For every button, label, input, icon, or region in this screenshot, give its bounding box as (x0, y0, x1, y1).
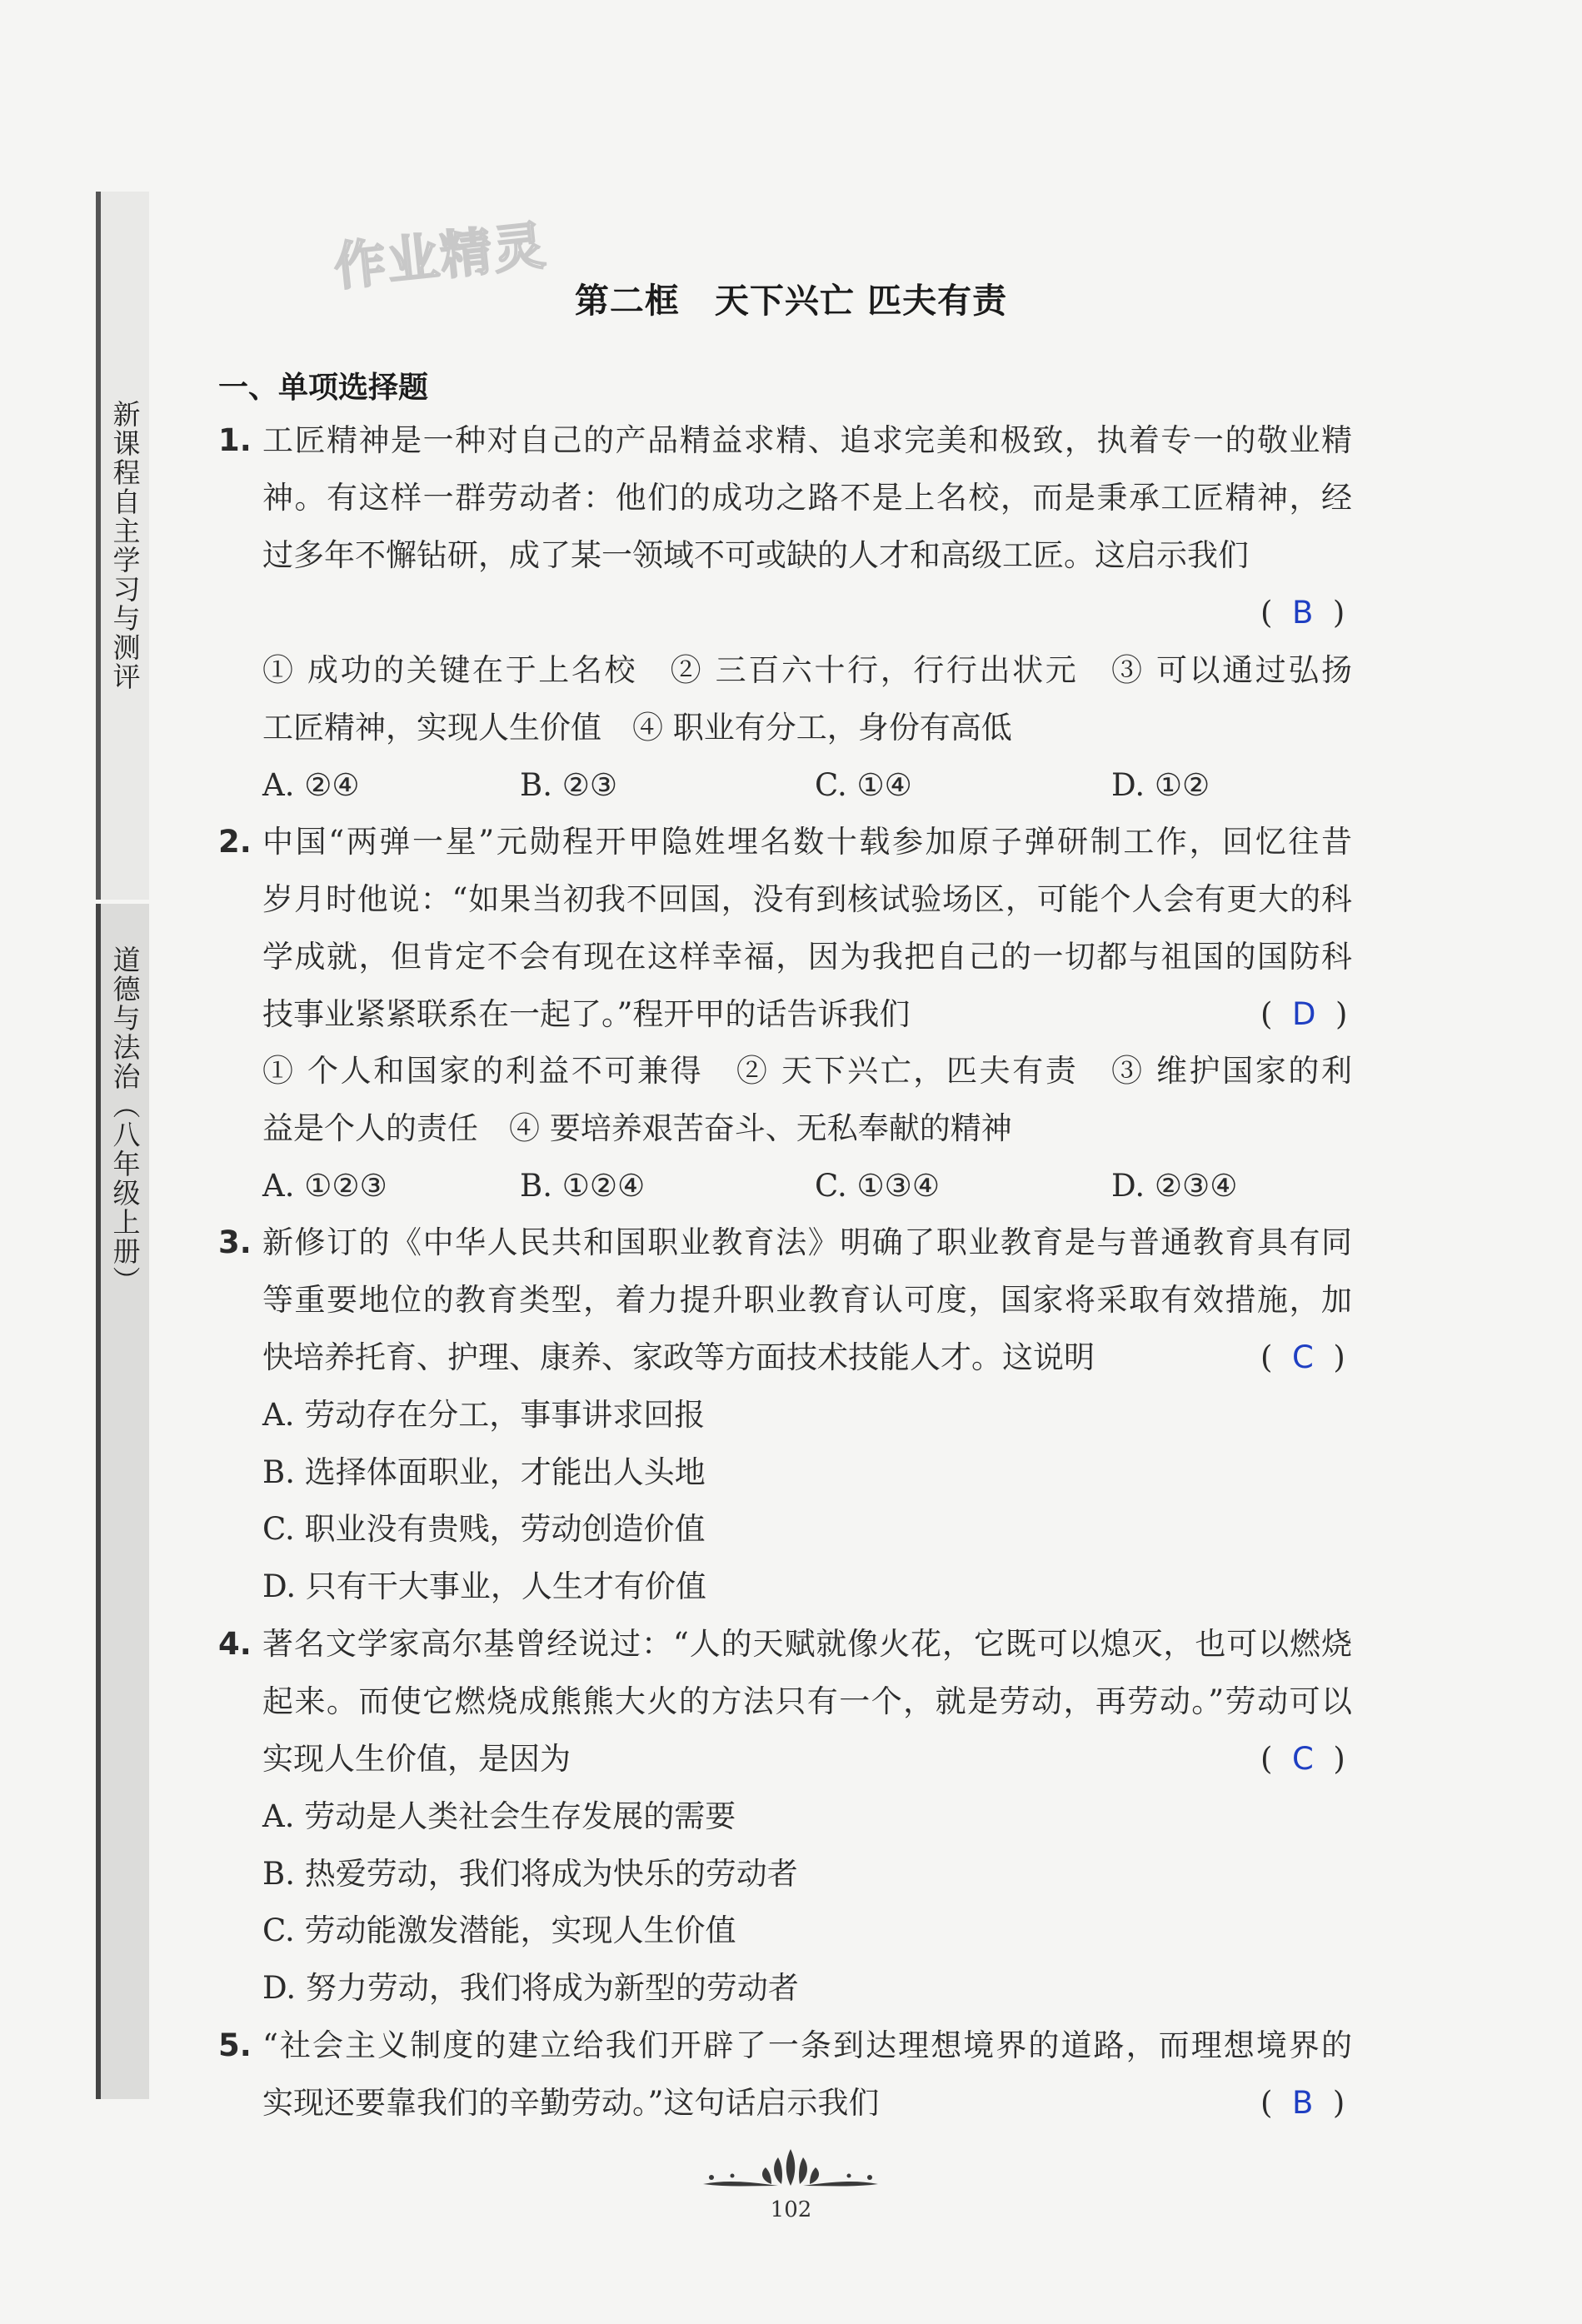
question-stem-line: 岁月时他说：“如果当初我不回国，没有到核试验场区，可能个人会有更大的科 (262, 881, 1352, 917)
statement-line: ① 成功的关键在于上名校 ② 三百六十行，行行出状元 ③ 可以通过弘扬 (262, 652, 1352, 688)
page-title: 第二框 天下兴亡 匹夫有责 (574, 281, 1008, 321)
watermark: 作业精灵 (331, 214, 550, 298)
question-stem-line: 著名文学家高尔基曾经说过：“人的天赋就像火花，它既可以熄灭，也可以燃烧 (262, 1626, 1352, 1662)
statement-line: 益是个人的责任 ④ 要培养艰苦奋斗、无私奉献的精神 (262, 1110, 1012, 1146)
option-c: C. 劳动能激发潜能，实现人生价值 (262, 1913, 736, 1948)
option-a: A. ②④ (262, 767, 360, 803)
question-number: 4. (218, 1626, 252, 1662)
question-stem-line: 神。有这样一群劳动者：他们的成功之路不是上名校，而是秉承工匠精神，经 (262, 480, 1352, 516)
question-number: 1. (218, 422, 252, 458)
option-b: B. 热爱劳动，我们将成为快乐的劳动者 (262, 1856, 798, 1892)
answer-bracket: ( C ) (1260, 1339, 1345, 1375)
sidebar-book-title-text: 新课程自主学习与测评 (108, 400, 142, 691)
option-b: B. ②③ (520, 767, 618, 803)
option-a: A. 劳动是人类社会生存发展的需要 (262, 1798, 736, 1834)
option-d: D. ②③④ (1111, 1168, 1238, 1204)
question-number: 5. (218, 2027, 252, 2063)
footer-leaf-ornament-icon (695, 2142, 886, 2192)
statement-line: ① 个人和国家的利益不可兼得 ② 天下兴亡，匹夫有责 ③ 维护国家的利 (262, 1053, 1352, 1089)
option-d: D. 只有干大事业，人生才有价值 (262, 1568, 706, 1604)
option-a: A. ①②③ (262, 1168, 387, 1204)
answer-bracket: ( C ) (1260, 1741, 1345, 1777)
answer-bracket: ( D ) (1260, 996, 1348, 1032)
question-stem-line: 实现还要靠我们的辛勤劳动。”这句话启示我们 (262, 2085, 880, 2121)
option-d: D. ①② (1111, 767, 1210, 803)
page-number: 102 (770, 2197, 812, 2222)
option-b: B. ①②④ (520, 1168, 646, 1204)
question-stem-line: “社会主义制度的建立给我们开辟了一条到达理想境界的道路，而理想境界的 (262, 2027, 1352, 2063)
answer-bracket: ( B ) (1260, 595, 1345, 631)
question-stem-line: 新修订的《中华人民共和国职业教育法》明确了职业教育是与普通教育具有同 (262, 1224, 1352, 1260)
section-heading: 一、单项选择题 (218, 371, 429, 405)
question-stem-line: 起来。而使它燃烧成熊熊大火的方法只有一个，就是劳动，再劳动。”劳动可以 (262, 1683, 1352, 1719)
question-stem-line: 快培养托育、护理、康养、家政等方面技术技能人才。这说明 (262, 1339, 1095, 1375)
sidebar-subject (96, 904, 149, 2099)
option-c: C. ①③④ (815, 1168, 941, 1204)
sidebar-subject-text: 道德与法治（八年级上册） (108, 945, 142, 1295)
option-b: B. 选择体面职业，才能出人头地 (262, 1454, 706, 1490)
answer-letter: B (1291, 2085, 1314, 2121)
question-number: 2. (218, 824, 252, 860)
question-stem-line: 过多年不懈钻研，成了某一领域不可或缺的人才和高级工匠。这启示我们 (262, 537, 1249, 573)
answer-letter: C (1291, 1741, 1314, 1777)
statement-line: 工匠精神，实现人生价值 ④ 职业有分工，身份有高低 (262, 710, 1012, 746)
question-stem-line: 技事业紧紧联系在一起了。”程开甲的话告诉我们 (262, 996, 911, 1032)
question-stem-line: 中国“两弹一星”元勋程开甲隐姓埋名数十载参加原子弹研制工作，回忆往昔 (262, 824, 1352, 860)
question-number: 3. (218, 1224, 252, 1260)
question-stem-line: 工匠精神是一种对自己的产品精益求精、追求完美和极致，执着专一的敬业精 (262, 422, 1352, 458)
question-stem-line: 学成就，但肯定不会有现在这样幸福，因为我把自己的一切都与祖国的国防科 (262, 939, 1352, 975)
question-stem-line: 实现人生价值，是因为 (262, 1741, 571, 1777)
answer-letter: D (1291, 996, 1316, 1032)
option-d: D. 努力劳动，我们将成为新型的劳动者 (262, 1970, 799, 2006)
option-c: C. 职业没有贵贱，劳动创造价值 (262, 1511, 706, 1547)
answer-letter: C (1291, 1339, 1314, 1375)
answer-bracket: ( B ) (1260, 2085, 1345, 2121)
answer-letter: B (1291, 595, 1314, 631)
question-stem-line: 等重要地位的教育类型，着力提升职业教育认可度，国家将采取有效措施，加 (262, 1282, 1352, 1318)
option-c: C. ①④ (815, 767, 912, 803)
option-a: A. 劳动存在分工，事事讲求回报 (262, 1397, 706, 1433)
